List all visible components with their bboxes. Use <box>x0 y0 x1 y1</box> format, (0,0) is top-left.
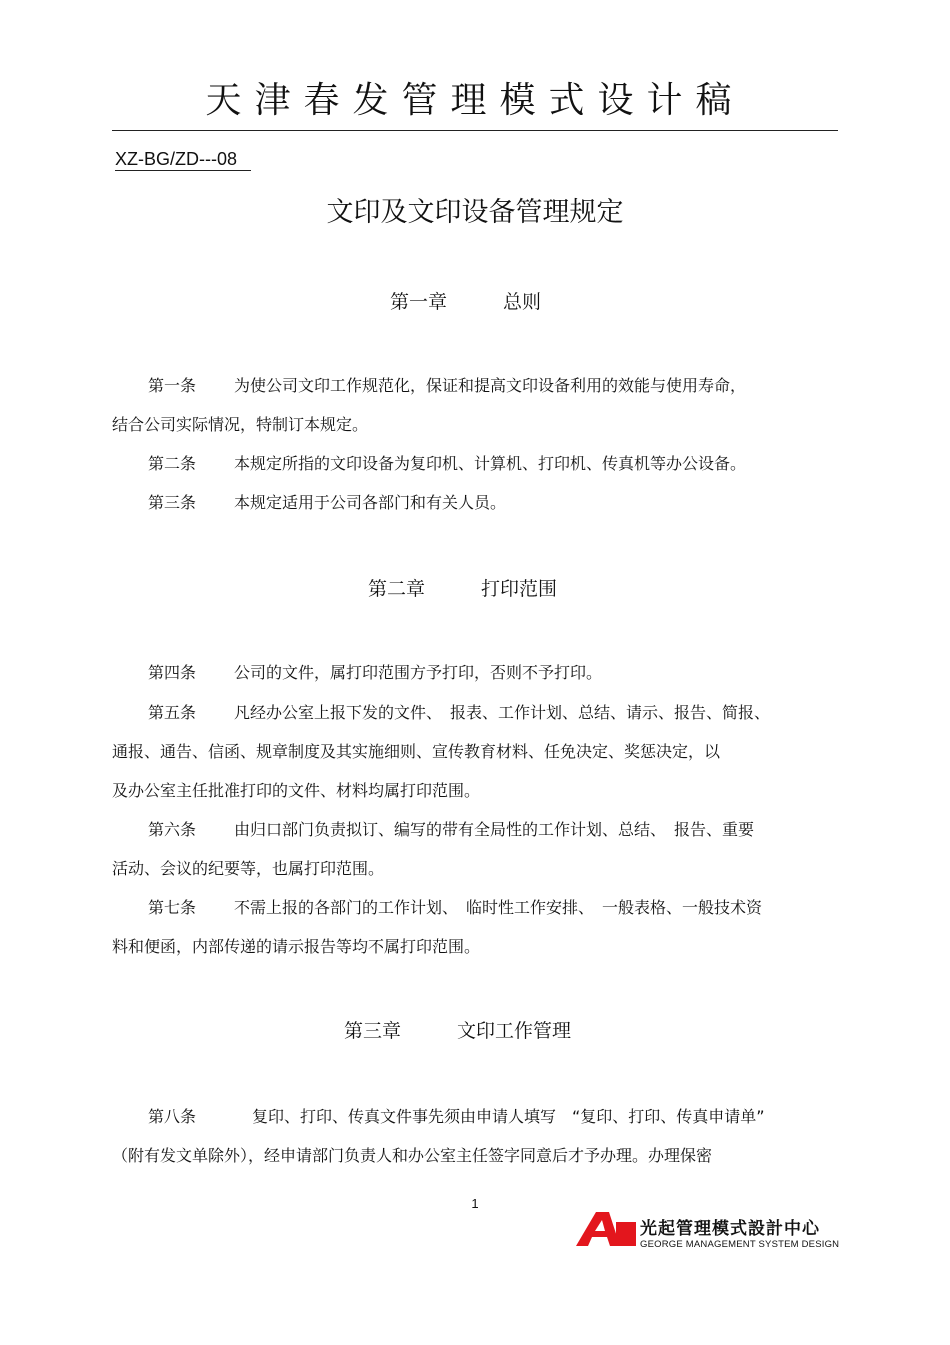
article-1-cont: 结合公司实际情况，特制订本规定。 <box>112 415 369 434</box>
article-text: 凡经办公室上报下发的文件、 报表、工作计划、总结、请示、报告、简报、 <box>234 703 771 722</box>
article-1 <box>148 375 746 397</box>
logo-english-name: GEORGE MANAGEMENT SYSTEM DESIGN <box>640 1239 840 1250</box>
chapter-1-heading <box>390 290 541 314</box>
article-4 <box>148 662 602 684</box>
article-5-cont: 及办公室主任批准打印的文件、材料均属打印范围。 <box>112 781 481 800</box>
article-7 <box>148 897 762 919</box>
article-2 <box>148 453 746 475</box>
article-label: 第三条 <box>148 493 197 512</box>
article-6 <box>148 819 754 841</box>
company-logo <box>576 1208 838 1254</box>
article-label: 第五条 <box>148 703 197 722</box>
article-text: 本规定适用于公司各部门和有关人员。 <box>234 493 507 512</box>
article-label: 第二条 <box>148 454 197 473</box>
article-text: 为使公司文印工作规范化，保证和提高文印设备利用的效能与使用寿命， <box>234 376 747 395</box>
document-title: 文印及文印设备管理规定 <box>326 197 624 228</box>
article-6-cont: 活动、会议的纪要等，也属打印范围。 <box>112 859 385 878</box>
article-label: 第七条 <box>148 898 197 917</box>
chapter-name: 总则 <box>503 291 542 313</box>
article-label: 第八条 <box>148 1107 197 1126</box>
article-text: 不需上报的各部门的工作计划、 临时性工作安排、 一般表格、一般技术资 <box>234 898 763 917</box>
article-label: 第六条 <box>148 820 197 839</box>
article-8 <box>148 1106 765 1128</box>
article-text: 复印、打印、传真文件事先须由申请人填写 “复印、打印、传真申请单” <box>252 1107 765 1126</box>
article-7-cont: 料和便函，内部传递的请示报告等均不属打印范围。 <box>112 937 481 956</box>
chapter-2-heading <box>368 577 557 601</box>
article-5 <box>148 702 770 724</box>
article-label: 第四条 <box>148 663 197 682</box>
logo-chinese-name: 光起管理模式設計中心 <box>640 1219 820 1239</box>
chapter-number: 第一章 <box>390 291 448 313</box>
article-text: 公司的文件，属打印范围方予打印，否则不予打印。 <box>234 663 603 682</box>
document-code: XZ-BG/ZD---08 <box>115 148 251 171</box>
article-text: 本规定所指的文印设备为复印机、计算机、打印机、传真机等办公设备。 <box>234 454 747 473</box>
header-divider <box>112 130 838 131</box>
article-label: 第一条 <box>148 376 197 395</box>
page-number: 1 <box>471 1196 479 1211</box>
chapter-3-heading <box>344 1019 571 1043</box>
chapter-name: 文印工作管理 <box>457 1020 572 1042</box>
logo-mark-icon <box>576 1212 636 1246</box>
article-5-cont: 通报、通告、信函、规章制度及其实施细则、宣传教育材料、任免决定、奖惩决定，以 <box>112 742 721 761</box>
chapter-number: 第二章 <box>368 578 426 600</box>
article-8-cont: （附有发文单除外），经申请部门负责人和办公室主任签字同意后才予办理。办理保密 <box>112 1146 713 1165</box>
article-text: 由归口部门负责拟订、编写的带有全局性的工作计划、总结、 报告、重要 <box>234 820 755 839</box>
article-3 <box>148 492 506 514</box>
header-title: 天津春发管理模式设计稿 <box>205 80 745 121</box>
chapter-name: 打印范围 <box>481 578 558 600</box>
chapter-number: 第三章 <box>344 1020 402 1042</box>
